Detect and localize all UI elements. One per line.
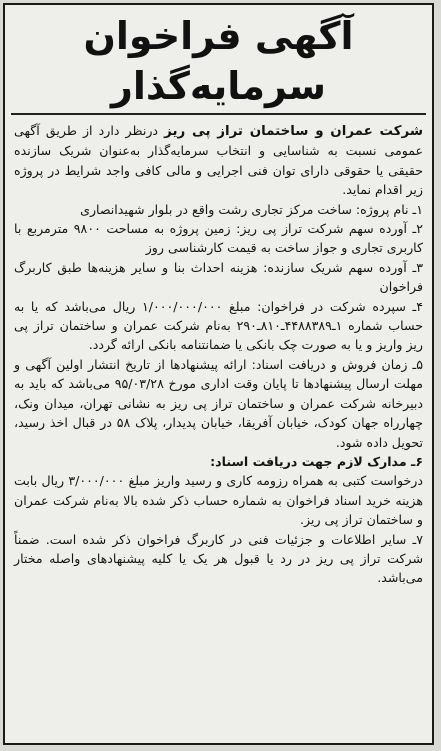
item-2: ۲ـ آورده سهم شرکت تراز پی ریز: زمین پروژه به مساحت ۹۸۰۰ مترمربع با کاربری تجاری و جواز ساخت به قیمت کارشناسی روز [14,221,424,256]
newspaper-clipping [3,3,434,745]
item-4: ۴ـ سپرده شرکت در فراخوان: مبلغ ۱/۰۰۰/۰۰۰/۰۰۰ ریال می‌باشد که یا به حساب شماره ۱ـ۴۴۸۸۳۸۹ـ۸۱۰ـ۲۹۰ به‌نام شرکت عمران و ساختمان تراز پی ریز واریز و یا به صورت چک بانکی یا ضمانتنامه بانکی ارائه گردد. [14,298,424,353]
item-6-heading: ۶ـ مدارک لازم جهت دریافت اسناد: [210,453,423,469]
company-name: شرکت عمران و ساختمان تراز پی ریز [164,124,423,139]
item-1: ۱ـ نام پروژه: ساخت مرکز تجاری رشت واقع در بلوار شهیدانصاری [80,201,423,217]
item-6-body: درخواست کتبی به همراه رزومه کاری و رسید واریز مبلغ ۳/۰۰۰/۰۰۰ ریال بابت هزینه خرید اسناد فراخوان به شماره حساب ذکر شده بالا به‌نام شرکت عمران و ساختمان تراز پی ریز. [14,473,423,528]
intro-text: درنظر دارد از طریق آگهی عمومی نسبت به شناسایی و انتخاب سرمایه‌گذار به‌عنوان شریک سازنده حقیقی یا حقوقی دارای توان فنی اجرایی و مالی کافی واجد شرایط در پروژه زیر اقدام نماید. [14,123,423,198]
notice-title: آگهی فراخوان سرمایه‌گذار [11,11,426,115]
item-5: ۵ـ زمان فروش و دریافت اسناد: ارائه پیشنهادها از تاریخ انتشار اولین آگهی و مهلت ارسال پیشنهادها تا پایان وقت اداری مورخ ۹۵/۰۳/۲۸ می‌باشد که باید به دبیرخانه شرکت عمران و ساختمان تراز پی ریز به نشانی تهران، میدان ونک، چهارراه جهان کودک، خیابان آفریقا، خیابان پدیدار، پلاک ۵۸ در قبال اخذ رسید، تحویل داده شود. [14,356,424,450]
intro-paragraph [14,121,423,200]
item-3: ۳ـ آورده سهم شریک سازنده: هزینه احداث بنا و سایر هزینه‌ها طبق کاربرگ فراخوان [14,259,423,295]
item-7: ۷ـ سایر اطلاعات و جزئیات فنی در کاربرگ فراخوان ذکر شده است. ضمناً شرکت تراز پی ریز در رد یا قبول هر یک یا کلیه پیشنهادهای واصله مختار می‌باشد. [14,531,423,586]
notice-body [14,121,423,588]
